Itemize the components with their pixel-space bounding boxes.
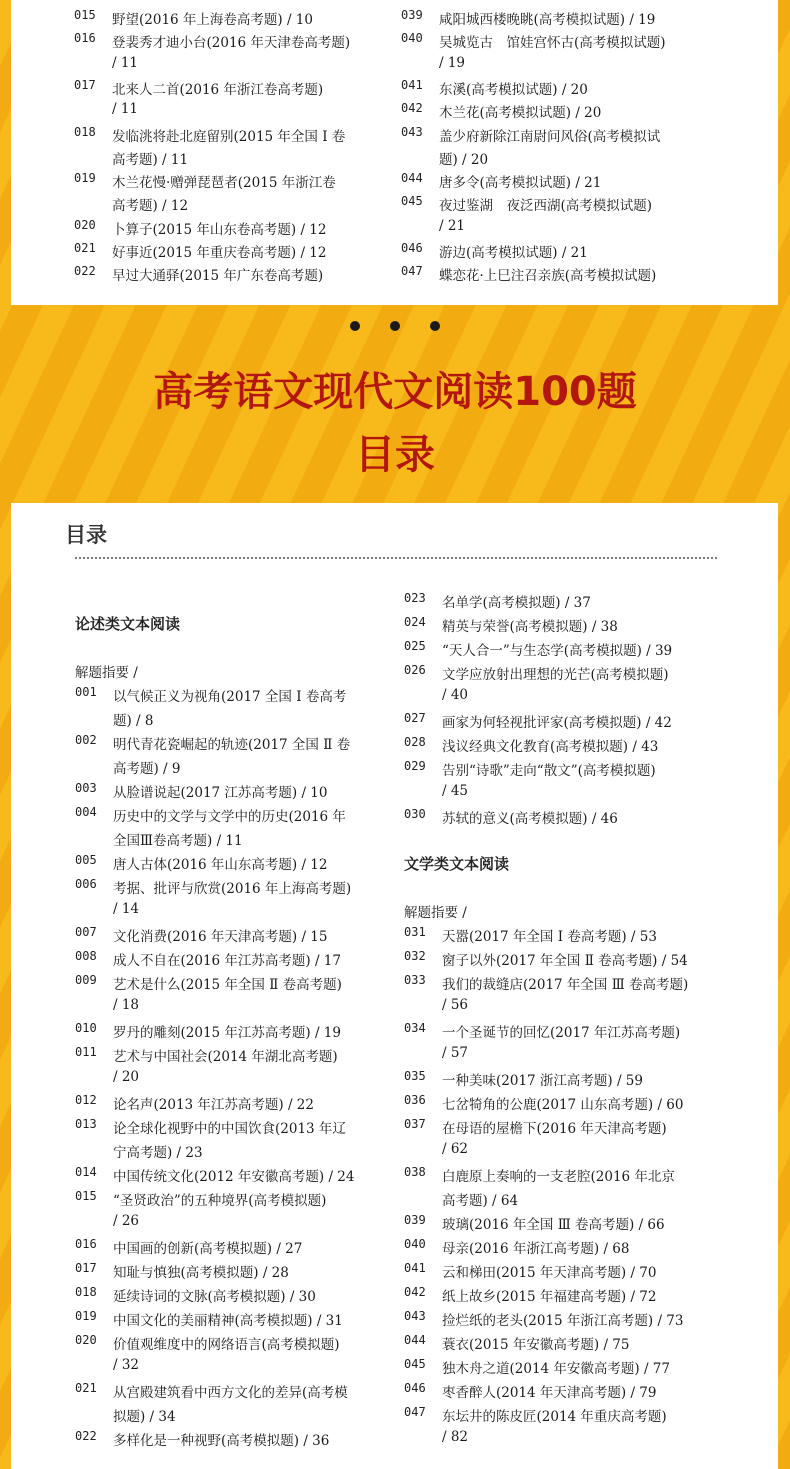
dot — [430, 321, 440, 331]
entry-number: 043 — [401, 124, 423, 139]
entry-number: 042 — [401, 101, 423, 116]
entry-text: 题) / 8 — [113, 713, 154, 729]
entry-text: 捡烂纸的老头(2015 年浙江高考题) / 73 — [442, 1313, 684, 1329]
entry-text: 游边(高考模拟试题) / 21 — [439, 245, 588, 261]
entry-text: 从宫殿建筑看中西方文化的差异(高考模 — [113, 1385, 348, 1401]
entry-text: 唐多令(高考模拟试题) / 21 — [439, 175, 602, 192]
entry-number: 011 — [75, 1045, 97, 1059]
entry-text: / 11 — [112, 54, 139, 71]
entry-text: 蓑衣(2015 年安徽高考题) / 75 — [442, 1337, 630, 1353]
entry-number: 015 — [74, 8, 96, 22]
entry-text: 成人不自在(2016 年江苏高考题) / 17 — [113, 953, 341, 969]
entry-text: 纸上故乡(2015 年福建高考题) / 72 — [442, 1289, 657, 1305]
entry-text: 文化消费(2016 年天津高考题) / 15 — [113, 929, 328, 945]
entry-number: 028 — [404, 735, 426, 749]
entry-number: 013 — [75, 1117, 97, 1131]
entry-text: / 82 — [442, 1429, 469, 1445]
entry-text: 北来人二首(2016 年浙江卷高考题) — [112, 81, 324, 98]
entry-text: 盖少府新除江南尉问风俗(高考模拟试 — [439, 128, 661, 145]
entry-text: 拟题) / 34 — [113, 1409, 176, 1425]
entry-text: 我们的裁缝店(2017 年全国 Ⅲ 卷高考题) — [442, 977, 689, 993]
entry-text: 高考题) / 9 — [113, 761, 181, 777]
entry-text: 好事近(2015 年重庆卷高考题) / 12 — [112, 245, 327, 261]
entry-text: 在母语的屋檐下(2016 年天津高考题) — [442, 1121, 667, 1137]
dot — [390, 321, 400, 331]
entry-number: 012 — [75, 1093, 97, 1107]
entry-number: 021 — [74, 241, 96, 255]
entry-number: 045 — [404, 1357, 426, 1371]
entry-number: 041 — [401, 77, 423, 92]
entry-number: 022 — [74, 264, 96, 279]
entry-number: 047 — [404, 1405, 426, 1419]
entry-text: 文学应放射出理想的光芒(高考模拟题) — [442, 667, 669, 683]
entry-number: 020 — [74, 217, 96, 232]
entry-number: 030 — [404, 807, 426, 821]
entry-number: 014 — [75, 1165, 97, 1179]
entry-number: 032 — [404, 949, 426, 963]
entry-text: 知耻与慎独(高考模拟题) / 28 — [113, 1265, 289, 1281]
entry-text: / 56 — [442, 997, 469, 1013]
entry-number: 046 — [404, 1381, 426, 1395]
entry-text: 高考题) / 64 — [442, 1193, 519, 1209]
entry-text: 价值观维度中的网络语言(高考模拟题) — [113, 1337, 340, 1353]
entry-number: 016 — [75, 1237, 97, 1251]
entry-text: 全国Ⅲ卷高考题) / 11 — [113, 833, 243, 849]
entry-text: 明代青花瓷崛起的轨迹(2017 全国 Ⅱ 卷 — [113, 737, 351, 753]
entry-number: 034 — [404, 1021, 426, 1035]
dot — [350, 321, 360, 331]
entry-text: / 26 — [113, 1213, 140, 1229]
entry-number: 045 — [401, 194, 423, 209]
entry-text: 东溪(高考模拟试题) / 20 — [439, 81, 588, 98]
entry-number: 017 — [74, 77, 96, 92]
guide-right: 解题指要 / — [404, 905, 467, 921]
banner-subtitle: 目录 — [355, 432, 435, 478]
section-title-literary: 文学类文本阅读 — [404, 855, 510, 873]
entry-text: 白鹿原上奏响的一支老腔(2016 年北京 — [442, 1169, 675, 1185]
entry-text: 罗丹的雕刻(2015 年江苏高考题) / 19 — [113, 1025, 341, 1041]
entry-text: 夜过鉴湖 夜泛西湖(高考模拟试题) — [439, 198, 653, 215]
entry-text: / 14 — [113, 901, 140, 917]
entry-text: 宁高考题) / 23 — [113, 1145, 203, 1161]
entry-text: 七岔犄角的公鹿(2017 山东高考题) / 60 — [442, 1097, 684, 1113]
entry-number: 019 — [75, 1309, 97, 1323]
entry-number: 009 — [75, 973, 97, 987]
entry-text: / 20 — [113, 1069, 140, 1085]
entry-number: 017 — [75, 1261, 97, 1275]
entry-text: 多样化是一种视野(高考模拟题) / 36 — [113, 1433, 330, 1449]
entry-text: / 57 — [442, 1045, 469, 1061]
entry-text: 登裴秀才迪小台(2016 年天津卷高考题) — [112, 35, 351, 52]
entry-number: 016 — [74, 31, 96, 46]
entry-number: 021 — [75, 1381, 97, 1395]
entry-number: 026 — [404, 663, 426, 677]
entry-text: 咸阳城西楼晚眺(高考模拟试题) / 19 — [439, 12, 656, 28]
entry-text: 艺术是什么(2015 年全国 Ⅱ 卷高考题) — [113, 977, 342, 993]
entry-text: / 32 — [113, 1357, 140, 1373]
entry-text: 唐人古体(2016 年山东高考题) / 12 — [113, 857, 328, 873]
entry-text: 高考题) / 12 — [112, 198, 189, 215]
entry-number: 044 — [401, 171, 423, 186]
entry-text: 精英与荣誉(高考模拟题) / 38 — [442, 619, 618, 635]
entry-text: 母亲(2016 年浙江高考题) / 68 — [442, 1241, 630, 1257]
entry-number: 025 — [404, 639, 426, 653]
entry-text: / 11 — [112, 101, 139, 118]
dotted-rule — [75, 557, 717, 559]
entry-number: 018 — [74, 124, 96, 139]
entry-text: / 18 — [113, 997, 140, 1013]
entry-number: 027 — [404, 711, 426, 725]
entry-text: 卜算子(2015 年山东卷高考题) / 12 — [112, 221, 327, 238]
entry-number: 024 — [404, 615, 426, 629]
entry-text: 一种美味(2017 浙江高考题) / 59 — [442, 1073, 643, 1089]
entry-number: 018 — [75, 1285, 97, 1299]
entry-number: 043 — [404, 1309, 426, 1323]
entry-text: 告别“诗歌”走向“散文”(高考模拟题) — [442, 763, 656, 779]
entry-text: 名单学(高考模拟题) / 37 — [442, 595, 591, 611]
entry-text: 蝶恋花·上巳注召亲族(高考模拟试题) — [439, 268, 657, 285]
entry-text: 木兰花慢·赠弹琵琶者(2015 年浙江卷 — [112, 175, 336, 192]
entry-text: 论名声(2013 年江苏高考题) / 22 — [113, 1097, 314, 1113]
entry-text: 高考题) / 11 — [112, 151, 189, 168]
entry-number: 044 — [404, 1333, 426, 1347]
entry-number: 036 — [404, 1093, 426, 1107]
entry-text: 天嚣(2017 年全国 Ⅰ 卷高考题) / 53 — [442, 929, 657, 945]
entry-text: / 45 — [442, 783, 469, 799]
entry-text: 论全球化视野中的中国饮食(2013 年辽 — [113, 1121, 346, 1137]
previous-toc-panel — [11, 0, 778, 305]
entry-number: 039 — [404, 1213, 426, 1227]
banner-title: 高考语文现代文阅读100题 — [153, 369, 637, 415]
entry-number: 001 — [75, 685, 97, 699]
entry-text: 发临洮将赴北庭留别(2015 年全国 Ⅰ 卷 — [112, 128, 346, 145]
entry-text: 中国画的创新(高考模拟题) / 27 — [113, 1241, 303, 1257]
entry-number: 020 — [75, 1333, 97, 1347]
entry-text: 枣香醉人(2014 年天津高考题) / 79 — [442, 1385, 657, 1401]
entry-number: 039 — [401, 8, 423, 22]
entry-text: 从脸谱说起(2017 江苏高考题) / 10 — [113, 785, 328, 801]
entry-number: 047 — [401, 264, 423, 279]
entry-text: 独木舟之道(2014 年安徽高考题) / 77 — [442, 1361, 670, 1377]
entry-text: 玻璃(2016 年全国 Ⅲ 卷高考题) / 66 — [442, 1217, 665, 1233]
entry-number: 041 — [404, 1261, 426, 1275]
entry-text: 艺术与中国社会(2014 年湖北高考题) — [113, 1049, 338, 1065]
entry-number: 031 — [404, 925, 426, 939]
entry-text: “圣贤政治”的五种境界(高考模拟题) — [113, 1193, 327, 1209]
entry-text: 以气候正义为视角(2017 全国 Ⅰ 卷高考 — [113, 689, 347, 705]
toc-heading: 目录 — [65, 523, 107, 547]
entry-text: 早过大通驿(2015 年广东卷高考题) — [112, 268, 324, 285]
entry-number: 015 — [75, 1189, 97, 1203]
entry-number: 035 — [404, 1069, 426, 1083]
entry-text: 木兰花(高考模拟试题) / 20 — [439, 105, 602, 122]
entry-number: 006 — [75, 877, 97, 891]
entry-text: 东坛井的陈皮匠(2014 年重庆高考题) — [442, 1409, 667, 1425]
entry-text: 中国文化的美丽精神(高考模拟题) / 31 — [113, 1313, 343, 1329]
entry-number: 004 — [75, 805, 97, 819]
entry-text: 吴城览古 馆娃宫怀古(高考模拟试题) — [439, 35, 666, 52]
entry-text: 考据、批评与欣赏(2016 年上海高考题) — [113, 881, 352, 897]
guide-left: 解题指要 / — [75, 665, 138, 681]
entry-number: 040 — [404, 1237, 426, 1251]
entry-number: 003 — [75, 781, 97, 795]
entry-number: 005 — [75, 853, 97, 867]
entry-number: 046 — [401, 241, 423, 255]
entry-number: 042 — [404, 1285, 426, 1299]
entry-text: 一个圣诞节的回忆(2017 年江苏高考题) — [442, 1025, 681, 1041]
entry-number: 019 — [74, 171, 96, 186]
entry-number: 029 — [404, 759, 426, 773]
section-title-argumentative: 论述类文本阅读 — [75, 615, 181, 633]
entry-text: 画家为何轻视批评家(高考模拟题) / 42 — [442, 715, 672, 731]
entry-text: 历史中的文学与文学中的历史(2016 年 — [113, 809, 346, 825]
entry-text: / 19 — [439, 54, 466, 71]
entry-text: 云和梯田(2015 年天津高考题) / 70 — [442, 1265, 657, 1281]
entry-text: 窗子以外(2017 年全国 Ⅱ 卷高考题) / 54 — [442, 953, 688, 969]
entry-text: 中国传统文化(2012 年安徽高考题) / 24 — [113, 1169, 355, 1185]
entry-number: 002 — [75, 733, 97, 747]
entry-number: 038 — [404, 1165, 426, 1179]
entry-text: / 21 — [439, 217, 466, 234]
entry-number: 008 — [75, 949, 97, 963]
entry-number: 010 — [75, 1021, 97, 1035]
entry-text: “天人合一”与生态学(高考模拟题) / 39 — [442, 643, 673, 659]
entry-text: 苏轼的意义(高考模拟题) / 46 — [442, 811, 618, 827]
entry-text: 延续诗词的文脉(高考模拟题) / 30 — [113, 1289, 316, 1305]
entry-number: 022 — [75, 1429, 97, 1443]
entry-number: 007 — [75, 925, 97, 939]
entry-number: 033 — [404, 973, 426, 987]
entry-number: 037 — [404, 1117, 426, 1131]
entry-number: 023 — [404, 591, 426, 605]
entry-text: / 40 — [442, 687, 469, 703]
entry-text: 题) / 20 — [439, 151, 489, 168]
entry-text: 野望(2016 年上海卷高考题) / 10 — [112, 12, 313, 28]
entry-text: / 62 — [442, 1141, 469, 1157]
divider-dots — [350, 316, 440, 336]
entry-text: 浅议经典文化教育(高考模拟题) / 43 — [442, 739, 659, 755]
entry-number: 040 — [401, 31, 423, 46]
